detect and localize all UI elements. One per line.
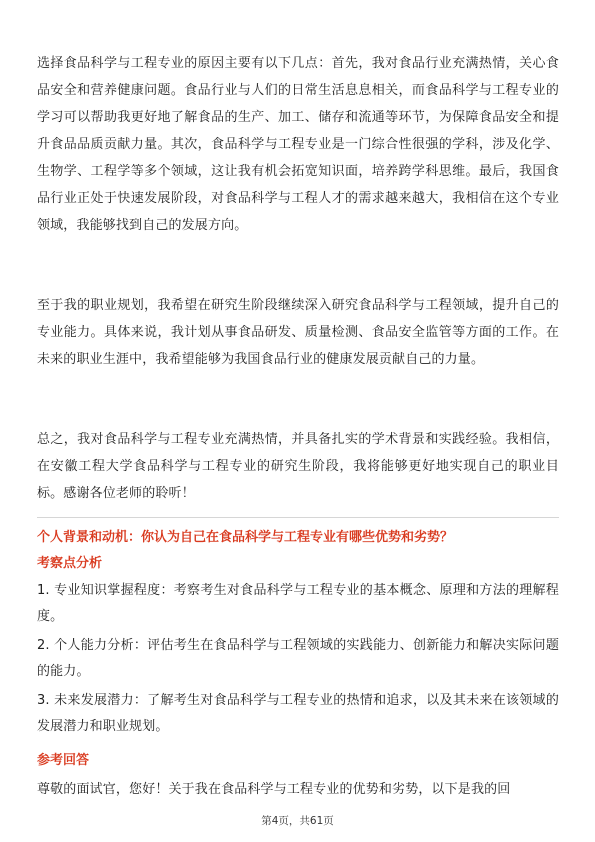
section-divider — [37, 517, 559, 518]
analysis-point: 2. 个人能力分析：评估考生在食品科学与工程领域的实践能力、创新能力和解决实际问题的能力。 — [37, 638, 559, 679]
reference-answer-text: 尊敬的面试官，您好！关于我在食品科学与工程专业的优势和劣势，以下是我的回 — [37, 782, 511, 797]
document-body — [37, 50, 559, 803]
analysis-heading: 考察点分析 — [37, 556, 103, 571]
paragraph-conclusion: 总之，我对食品科学与工程专业充满热情，并具备扎实的学术背景和实践经验。我相信，在安徽工程大学食品科学与工程专业的研究生阶段，我将能够更好地实现自己的职业目标。感谢各位老师的聆听！ — [37, 432, 559, 501]
reference-answer-heading: 参考回答 — [37, 753, 90, 768]
question-title: 个人背景和动机：你认为自己在食品科学与工程专业有哪些优势和劣势？ — [37, 530, 454, 545]
analysis-point: 3. 未来发展潜力：了解考生对食品科学与工程专业的热情和追求，以及其未来在该领域的发展潜力和职业规划。 — [37, 693, 559, 734]
page-number: 第4页，共61页 — [261, 815, 334, 827]
paragraph-reasons: 选择食品科学与工程专业的原因主要有以下几点：首先，我对食品行业充满热情，关心食品安全和营养健康问题。食品行业与人们的日常生活息息相关，而食品科学与工程专业的学习可以帮助我更好地了解食品的生产、加工、储存和流通等环节，为保障食品安全和提升食品品质贡献力量。其次，食品科学与工程专业是一门综合性很强的学科，涉及化学、生物学、工程学等多个领域，这让我有机会拓宽知识面，培养跨学科思维。最后，我国食品行业正处于快速发展阶段，对食品科学与工程人才的需求越来越大，我相信在这个专业领域，我能够找到自己的发展方向。 — [37, 56, 559, 233]
analysis-point: 1. 专业知识掌握程度：考察考生对食品科学与工程专业的基本概念、原理和方法的理解程度。 — [37, 583, 559, 624]
analysis-list — [37, 578, 559, 740]
paragraph-career-plan: 至于我的职业规划，我希望在研究生阶段继续深入研究食品科学与工程领域，提升自己的专业能力。具体来说，我计划从事食品研发、质量检测、食品安全监管等方面的工作。在未来的职业生涯中，我希望能够为我国食品行业的健康发展贡献自己的力量。 — [37, 298, 559, 367]
